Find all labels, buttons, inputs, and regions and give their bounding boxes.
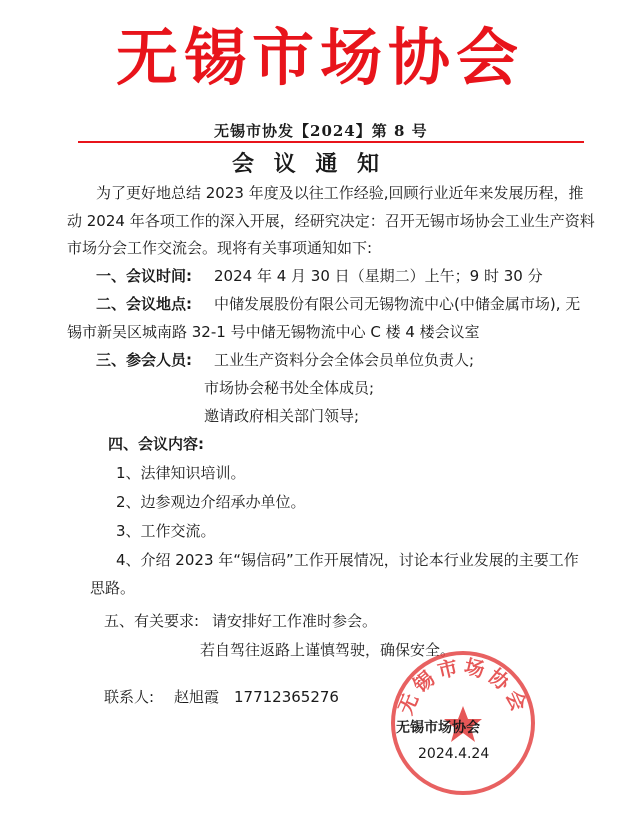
attendee-item: 市场协会秘书处全体成员; bbox=[204, 379, 375, 397]
place-value-1: 中储发展股份有限公司无锡物流中心(中储金属市场), 无 bbox=[214, 295, 581, 313]
content-item: 4、介绍 2023 年“锡信码”工作开展情况，讨论本行业发展的主要工作 bbox=[116, 551, 579, 569]
content-label: 四、会议内容: bbox=[108, 435, 204, 453]
content-item: 1、法律知识培训。 bbox=[116, 464, 246, 482]
attendees-label: 三、参会人员: bbox=[96, 351, 192, 369]
intro-line-3: 市场分会工作交流会。现将有关事项通知如下: bbox=[67, 239, 373, 257]
time-value: 2024 年 4 月 30 日（星期二）上午；9 时 30 分 bbox=[214, 267, 543, 285]
org-masthead: 无锡市场协会 bbox=[115, 21, 524, 94]
place-value-2: 锡市新吴区城南路 32-1 号中储无锡物流中心 C 楼 4 楼会议室 bbox=[67, 323, 480, 341]
time-label: 一、会议时间: bbox=[96, 267, 192, 285]
contact-phone: 17712365276 bbox=[234, 688, 339, 706]
content-item: 2、边参观边介绍承办单位。 bbox=[116, 493, 306, 511]
content-item: 3、工作交流。 bbox=[116, 522, 216, 540]
requirements-line-2: 若自驾往返路上谨慎驾驶，确保安全。 bbox=[200, 641, 456, 659]
header-divider bbox=[78, 141, 584, 143]
attendee-item: 工业生产资料分会全体会员单位负责人; bbox=[214, 351, 475, 369]
signature-org: 无锡市场协会 bbox=[396, 720, 480, 736]
signature-date: 2024.4.24 bbox=[418, 746, 490, 762]
contact-name: 赵旭霞 bbox=[174, 688, 220, 706]
content-item-continued: 思路。 bbox=[90, 579, 136, 597]
intro-line-1: 为了更好地总结 2023 年度及以往工作经验,回顾行业近年来发展历程，推 bbox=[96, 184, 584, 202]
svg-text:无锡市场协会: 无锡市场协会 bbox=[393, 654, 533, 719]
attendee-item: 邀请政府相关部门领导; bbox=[204, 407, 360, 425]
intro-line-2: 动 2024 年各项工作的深入开展，经研究决定：召开无锡市场协会工业生产资料 bbox=[67, 212, 595, 230]
contact-label: 联系人: bbox=[104, 688, 155, 706]
notice-title: 会 议 通 知 bbox=[232, 151, 385, 177]
document-number: 无锡市协发【2024】第 8 号 bbox=[214, 122, 428, 140]
requirements-label: 五、有关要求: bbox=[104, 612, 200, 630]
place-label: 二、会议地点: bbox=[96, 295, 192, 313]
requirements-value: 请安排好工作准时参会。 bbox=[212, 612, 378, 630]
